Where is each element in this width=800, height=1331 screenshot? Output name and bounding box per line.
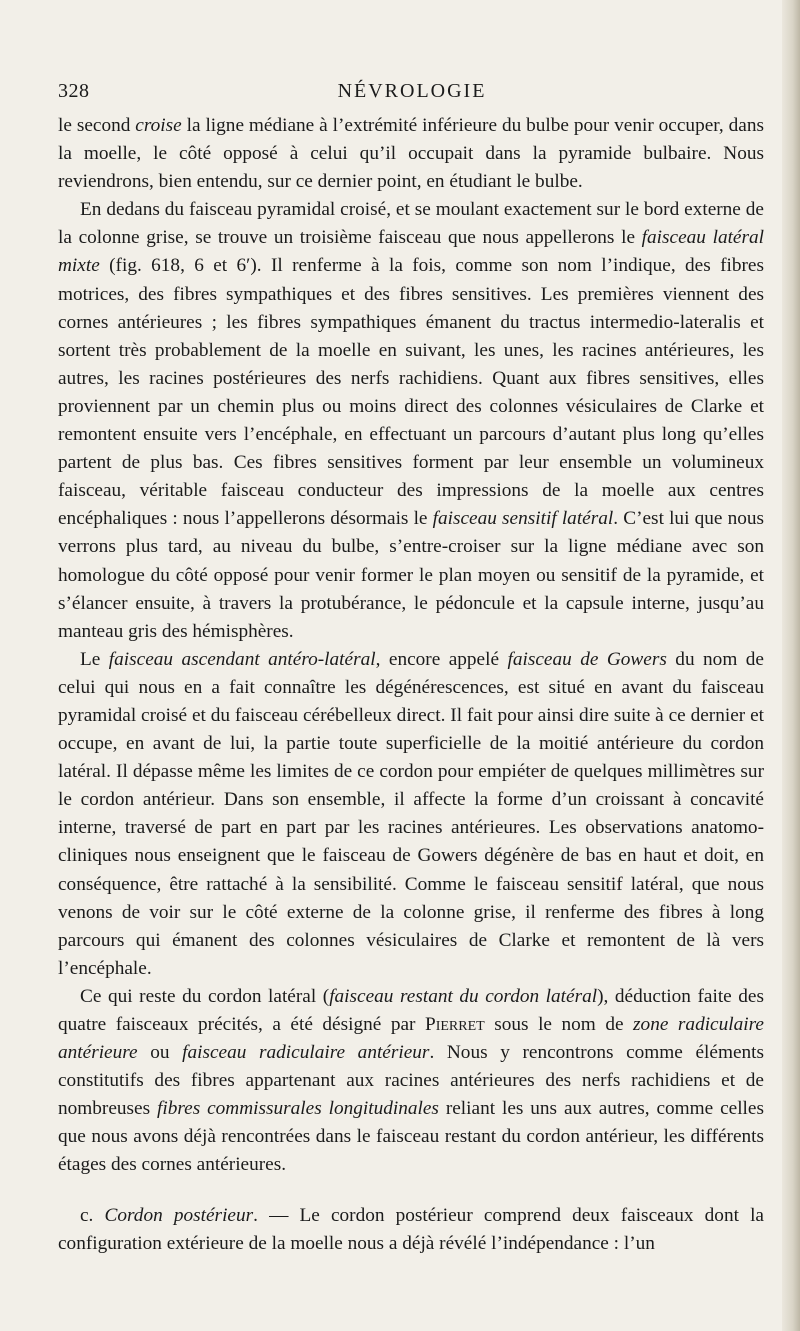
page-edge-shadow — [782, 0, 800, 1331]
term-zone-radiculaire: zone radiculaire antérieure — [58, 1014, 764, 1064]
paragraph-2: En dedans du faisceau pyramidal croisé, et se moulant exactement sur le bord externe de la colonne grise, se trouve un troisième faisceau que nous appellerons le faisceau latéral mixte (fig. 618, 6 et 6′). Il renferme à la fois, comme son nom l’indique, des fibres motrices, des fibres sympathiques et des fibres sensitives. Les premières viennent des cornes antérieures ; les fibres sympathiques émanent du tractus intermedio-lateralis et sortent très probablement de la moelle en suivant, les unes, les racines antérieures, les autres, les racines postérieures des nerfs rachidiens. Quant aux fibres sensitives, elles proviennent par un chemin plus ou moins direct des colonnes vésiculaires de Clarke et remontent ensuite vers l’encéphale, en effectuant un parcours d’autant plus long qu’elles partent de plus bas. Ces fibres sensitives forment par leur ensemble un volumineux faisceau, véritable faisceau conducteur des impressions de la moelle aux centres encéphaliques : nous l’appellerons désormais le faisceau sensitif latéral. C’est lui que nous verrons plus tard, au niveau du bulbe, s’entre-croiser sur la ligne médiane avec son homologue du côté opposé pour venir former le plan moyen ou sensitif de la pyramide, et s’élancer ensuite, à travers la protubérance, le pédoncule et la capsule interne, jusqu’au manteau gris des hémisphères. — [58, 199, 764, 642]
term-faisceau-radiculaire: faisceau radiculaire antérieur — [182, 1042, 430, 1064]
term-faisceau-sensitif-lateral: faisceau sensitif latéral — [432, 508, 614, 530]
term-faisceau-ascendant: faisceau ascendant antéro-latéral — [108, 648, 376, 670]
term-fibres-commissurales: fibres commissurales longitudinales — [157, 1098, 439, 1120]
term-faisceau-de-gowers: faisceau de Gowers — [507, 648, 667, 670]
body-text — [58, 112, 764, 1258]
running-title: NÉVROLOGIE — [337, 80, 487, 102]
section-cordon-posterieur: c. Cordon postérieur. — Le cordon postérieur comprend deux faisceaux dont la configuration extérieure de la moelle nous a déjà révélé l’indépendance : l’un — [58, 1204, 764, 1254]
page-number: 328 — [58, 80, 90, 102]
page-header — [58, 80, 766, 110]
paragraph-3: Le faisceau ascendant antéro-latéral, encore appelé faisceau de Gowers du nom de celui qui nous en a fait connaître les dégénérescences, est situé en avant du faisceau pyramidal croisé et du faisceau cérébelleux direct. Il fait pour ainsi dire suite à ce dernier et occupe, en avant de lui, la partie toute superficielle de la moitié antérieure du cordon latéral. Il dépasse même les limites de ce cordon pour empiéter de quelques millimètres sur le cordon antérieur. Dans son ensemble, il affecte la forme d’un croissant à concavité interne, traversé de part en part par les racines antérieures. Les observations anatomo-cliniques nous enseignent que le faisceau de Gowers dégénère de bas en haut et doit, en conséquence, être rattaché à la sensibilité. Comme le faisceau sensitif latéral, que nous venons de voir sur le côté externe de la colonne grise, il renferme des fibres à long parcours qui émanent des colonnes vésiculaires de Clarke et remontent de là vers l’encéphale. — [58, 648, 764, 979]
paragraph-4: Ce qui reste du cordon latéral (faisceau restant du cordon latéral), déduction faite des quatre faisceaux précités, a été désigné par Pierret sous le nom de zone radiculaire antérieure ou faisceau radiculaire antérieur. Nous y rencontrons comme éléments constitutifs des fibres appartenant aux racines antérieures des nerfs rachidiens et de nombreuses fibres commissurales longitudinales reliant les uns aux autres, comme celles que nous avons déjà rencontrées dans le faisceau restant du cordon antérieur, les différents étages des cornes antérieures. — [58, 985, 765, 1176]
author-name: Pierret — [425, 1014, 485, 1035]
term-faisceau-lateral-mixte: faisceau latéral mixte — [58, 227, 764, 277]
term-faisceau-restant: faisceau restant du cordon latéral — [329, 985, 598, 1007]
paragraph-1: le second croise la ligne médiane à l’extrémité inférieure du bulbe pour venir occuper, dans la moelle, le côté opposé à celui qu’il occupait dans la pyramide bulbaire. Nous reviendrons, bien entendu, sur ce dernier point, en étudiant le bulbe. — [58, 115, 764, 193]
section-heading: Cordon postérieur — [104, 1204, 254, 1226]
